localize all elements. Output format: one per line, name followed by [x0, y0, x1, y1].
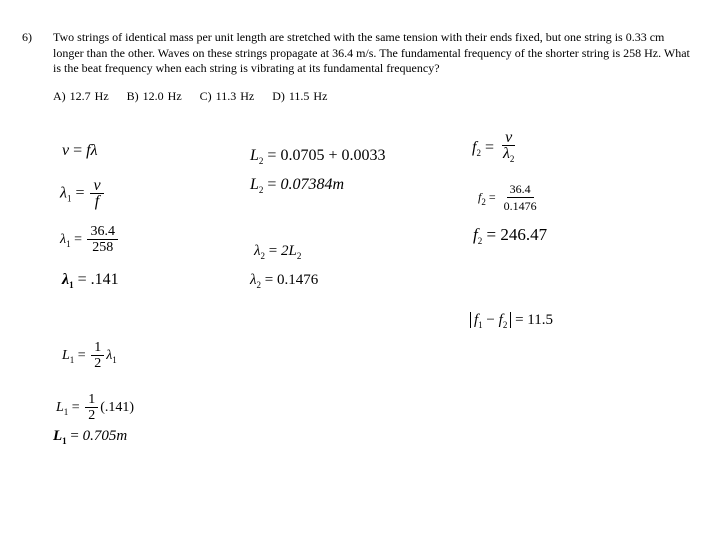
equation-lambda1-formula: $\lambda_1$ = $\frac{v}{f}$: [60, 178, 106, 210]
equation-lambda1-substitution: $\lambda_1$ = $\frac{36.4}{258}$: [60, 224, 120, 256]
equation-f2-formula: $f_2$ = $\frac{v}{\lambda_2}$: [472, 129, 515, 164]
choice-d: D) 11.5 Hz: [272, 89, 328, 103]
question-text: Two strings of identical mass per unit length are stretched with the same tension with their ends fixed, but one string is 0.33 cm longer than the other. Waves on these strings propagate at 36.4 m/s. The fundamental frequency of the shorter string is 258 Hz. What is the beat frequency when each string is vibrating at its fundamental frequency?: [53, 30, 690, 75]
equation-lambda2-formula: $\lambda_2 = 2L_2$: [254, 243, 302, 261]
equation-f2-result: $f_2 = 246.47$: [473, 225, 548, 246]
equation-L2-result: $L_2 = 0.07384m$: [250, 176, 344, 195]
equation-L1-substitution: $L_1$ = $\frac{1}{2}$ (.141): [56, 392, 135, 423]
equation-L1-result: $L_1 = 0.705m$: [53, 428, 128, 446]
equation-lambda2-result: $\lambda_2 = 0.1476$: [250, 272, 319, 290]
question-number: 6): [22, 30, 32, 44]
choice-c: C) 11.3 Hz: [199, 89, 255, 103]
equation-L1-formula: $L_1$ = $\frac{1}{2}$ $\lambda_1$: [62, 340, 117, 371]
answer-choices: [53, 89, 341, 104]
equation-beat-frequency: $f_1 - f_2 = 11.5$: [470, 312, 553, 330]
equation-wave-speed: v = fλ: [62, 142, 98, 159]
equation-lambda1-result: $\lambda_1 = .141$: [62, 271, 119, 290]
choice-a: A) 12.7 Hz: [53, 89, 109, 103]
equation-L2-sum: $L_2 = 0.0705 + 0.0033$: [250, 147, 386, 166]
equation-f2-substitution: $f_2$ = $\frac{36.4}{0.1476}$: [478, 182, 537, 213]
choice-b: B) 12.0 Hz: [126, 89, 182, 103]
